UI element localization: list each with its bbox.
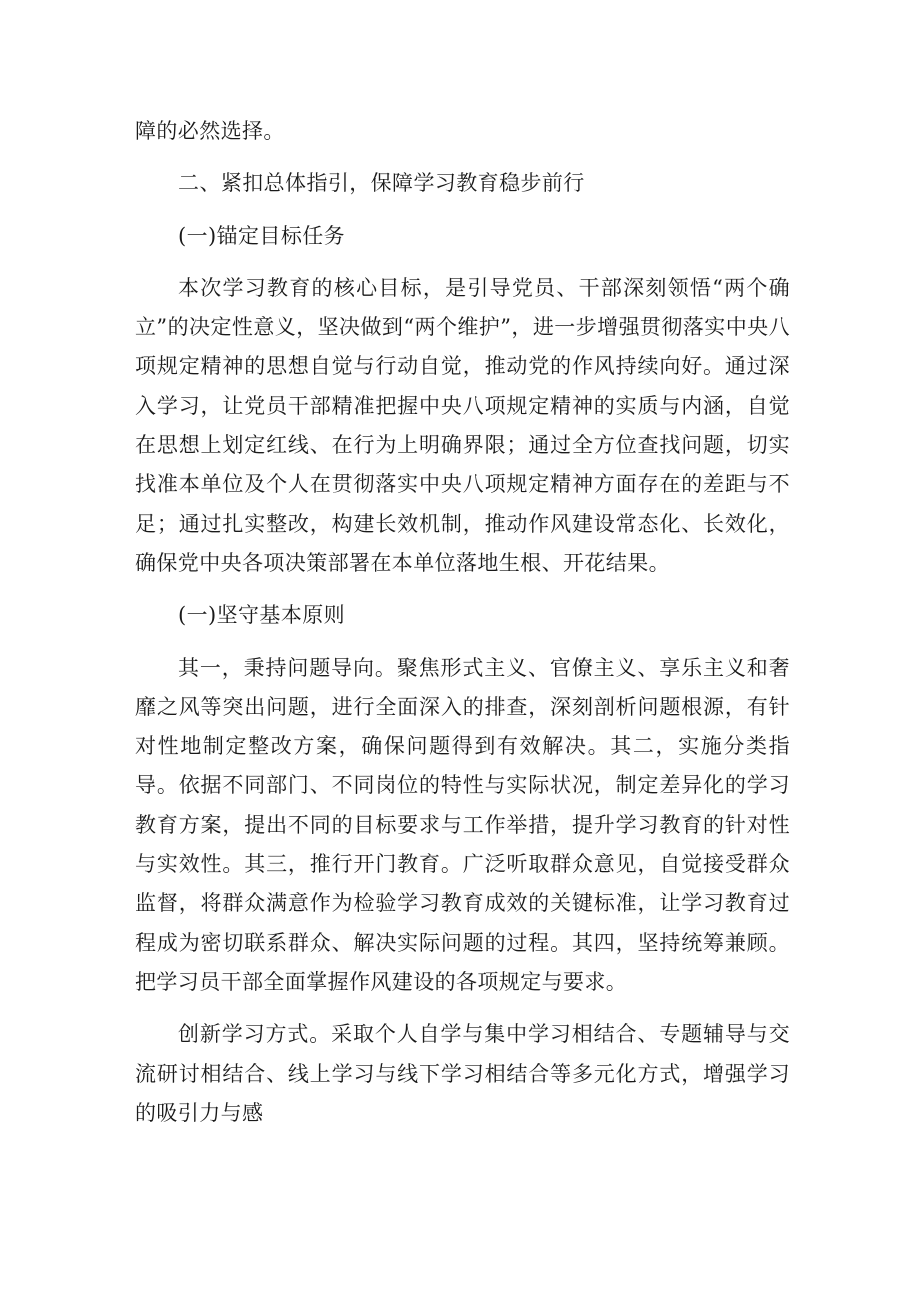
- subsection-heading-targets: (一)锚定目标任务: [178, 223, 346, 248]
- subsection-heading-principles: (一)坚守基本原则: [178, 603, 346, 628]
- section-heading: 二、紧扣总体指引，保障学习教育稳步前行: [178, 171, 585, 196]
- paragraph-continuation: 障的必然选择。: [135, 119, 285, 143]
- paragraph-targets: 本次学习教育的核心目标，是引导党员、干部深刻领悟“两个确立”的决定性意义，坚决做到“两个维护”，进一步增强贯彻落实中央八项规定精神的思想自觉与行动自觉，推动党的作风持续向好。通过深入学习，让党员干部精准把握中央八项规定精神的实质与内涵，自觉在思想上划定红线、在行为上明确界限；通过全方位查找问题，切实找准本单位及个人在贯彻落实中央八项规定精神方面存在的差距与不足；通过扎实整改，构建长效机制，推动作风建设常态化、长效化，确保党中央各项决策部署在本单位落地生根、开花结果。: [135, 275, 790, 575]
- paragraph-learning-methods: 创新学习方式。采取个人自学与集中学习相结合、专题辅导与交流研讨相结合、线上学习与线下学习相结合等多元化方式，增强学习的吸引力与感: [135, 1022, 790, 1125]
- paragraph-principles: 其一，秉持问题导向。聚焦形式主义、官僚主义、享乐主义和奢靡之风等突出问题，进行全面深入的排查，深刻剖析问题根源，有针对性地制定整改方案，确保问题得到有效解决。其二，实施分类指导。依据不同部门、不同岗位的特性与实际状况，制定差异化的学习教育方案，提出不同的目标要求与工作举措，提升学习教育的针对性与实效性。其三，推行开门教育。广泛听取群众意见，自觉接受群众监督，将群众满意作为检验学习教育成效的关键标准，让学习教育过程成为密切联系群众、解决实际问题的过程。其四，坚持统筹兼顾。把学习员干部全面掌握作风建设的各项规定与要求。: [135, 655, 790, 994]
- document-body: [135, 112, 790, 1133]
